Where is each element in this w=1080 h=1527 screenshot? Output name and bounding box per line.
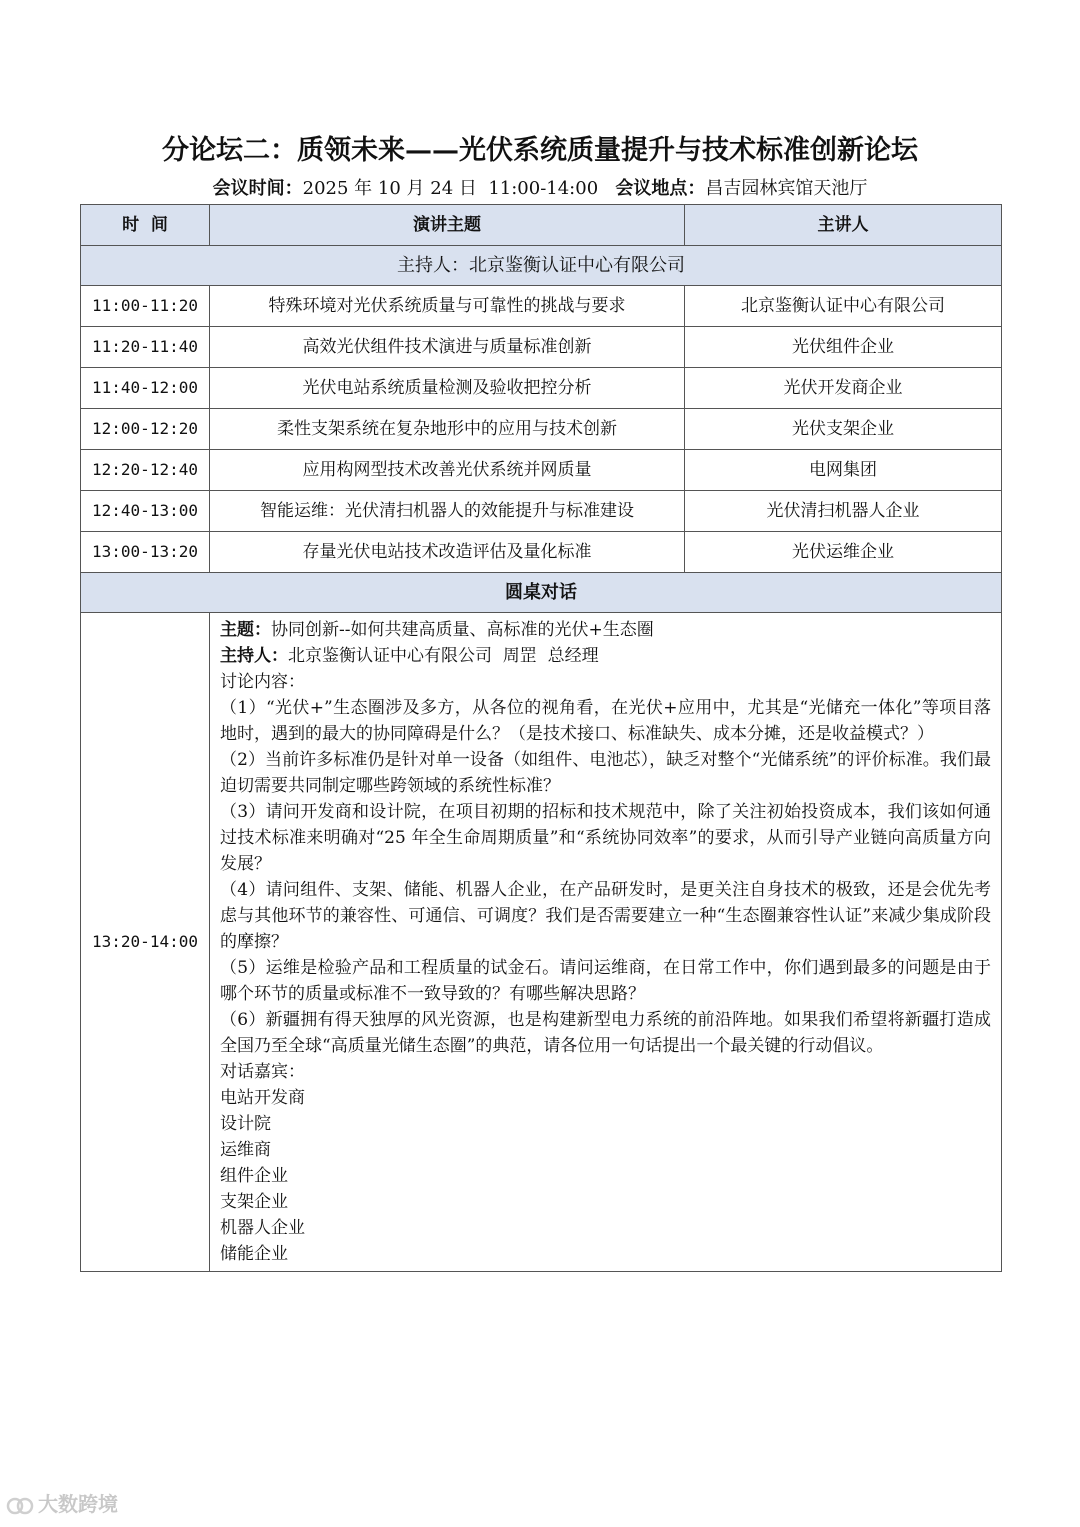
agenda-table bbox=[80, 204, 1002, 1272]
row-topic: 存量光伏电站技术改造评估及量化标准 bbox=[210, 532, 685, 573]
panel-theme bbox=[220, 617, 991, 643]
table-row bbox=[81, 327, 1002, 368]
panel-host-label: 主持人： bbox=[220, 646, 288, 666]
panel-theme-label: 主题： bbox=[220, 620, 271, 640]
row-topic: 柔性支架系统在复杂地形中的应用与技术创新 bbox=[210, 409, 685, 450]
panel-guest: 储能企业 bbox=[220, 1244, 288, 1264]
table-row bbox=[81, 532, 1002, 573]
header-topic: 演讲主题 bbox=[210, 205, 685, 246]
panel-guest: 支架企业 bbox=[220, 1192, 288, 1212]
watermark-logo-icon bbox=[6, 1495, 34, 1517]
panel-question: （5）运维是检验产品和工程质量的试金石。请问运维商，在日常工作中，你们遇到最多的问题是由于哪个环节的质量或标准不一致导致的？有哪些解决思路？ bbox=[220, 958, 991, 1004]
row-time: 11:20-11:40 bbox=[81, 327, 210, 368]
row-speaker: 光伏支架企业 bbox=[685, 409, 1002, 450]
page-title: 分论坛二：质领未来——光伏系统质量提升与技术标准创新论坛 bbox=[162, 135, 918, 166]
meeting-time-value: 2025 年 10 月 24 日 11:00-14:00 bbox=[302, 178, 599, 199]
panel-question: （6）新疆拥有得天独厚的风光资源，也是构建新型电力系统的前沿阵地。如果我们希望将新疆打造成全国乃至全球“高质量光储生态圈”的典范，请各位用一句话提出一个最关键的行动倡议。 bbox=[220, 1010, 991, 1056]
row-speaker: 光伏清扫机器人企业 bbox=[685, 491, 1002, 532]
row-time: 12:20-12:40 bbox=[81, 450, 210, 491]
row-time: 12:40-13:00 bbox=[81, 491, 210, 532]
panel-guest: 组件企业 bbox=[220, 1166, 288, 1186]
roundtable-band-row bbox=[81, 573, 1002, 613]
row-time: 12:00-12:20 bbox=[81, 409, 210, 450]
row-topic: 光伏电站系统质量检测及验收把控分析 bbox=[210, 368, 685, 409]
panel-host-value: 北京鉴衡认证中心有限公司 周罡 总经理 bbox=[288, 646, 599, 666]
row-topic: 应用构网型技术改善光伏系统并网质量 bbox=[210, 450, 685, 491]
panel-question: （1）“光伏+”生态圈涉及多方，从各位的视角看，在光伏+应用中，尤其是“光储充一体化”等项目落地时，遇到的最大的协同障碍是什么？（是技术接口、标准缺失、成本分摊，还是收益模式？） bbox=[220, 698, 991, 744]
panel-content bbox=[210, 613, 1002, 1272]
host-band-row bbox=[81, 246, 1002, 286]
panel-question: （3）请问开发商和设计院，在项目初期的招标和技术规范中，除了关注初始投资成本，我们该如何通过技术标准来明确对“25 年全生命周期质量”和“系统协同效率”的要求，从而引导产业链向高质量方向发展？ bbox=[220, 802, 991, 874]
meeting-time-label: 会议时间： bbox=[212, 178, 303, 199]
meeting-place-label: 会议地点： bbox=[615, 178, 706, 199]
row-topic: 智能运维：光伏清扫机器人的效能提升与标准建设 bbox=[210, 491, 685, 532]
meeting-info bbox=[0, 174, 1080, 200]
panel-guest: 设计院 bbox=[220, 1114, 271, 1134]
panel-time: 13:20-14:00 bbox=[81, 613, 210, 1272]
meeting-place-value: 昌吉园林宾馆天池厅 bbox=[705, 178, 868, 199]
panel-row bbox=[81, 613, 1002, 1272]
panel-guests-label: 对话嘉宾： bbox=[220, 1062, 305, 1082]
host-band: 主持人：北京鉴衡认证中心有限公司 bbox=[81, 246, 1002, 286]
row-topic: 特殊环境对光伏系统质量与可靠性的挑战与要求 bbox=[210, 286, 685, 327]
table-header-row bbox=[81, 205, 1002, 246]
panel-guest: 运维商 bbox=[220, 1140, 271, 1160]
panel-discussion-label: 讨论内容： bbox=[220, 672, 305, 692]
row-time: 11:40-12:00 bbox=[81, 368, 210, 409]
table-row bbox=[81, 491, 1002, 532]
row-speaker: 光伏开发商企业 bbox=[685, 368, 1002, 409]
header-speaker: 主讲人 bbox=[685, 205, 1002, 246]
table-row bbox=[81, 368, 1002, 409]
row-speaker: 北京鉴衡认证中心有限公司 bbox=[685, 286, 1002, 327]
row-time: 13:00-13:20 bbox=[81, 532, 210, 573]
panel-theme-value: 协同创新--如何共建高质量、高标准的光伏+生态圈 bbox=[271, 620, 654, 640]
row-speaker: 光伏运维企业 bbox=[685, 532, 1002, 573]
watermark bbox=[6, 1488, 118, 1517]
panel-guest: 机器人企业 bbox=[220, 1218, 305, 1238]
table-row bbox=[81, 409, 1002, 450]
header-time: 时 间 bbox=[81, 205, 210, 246]
panel-question: （4）请问组件、支架、储能、机器人企业，在产品研发时，是更关注自身技术的极致，还是会优先考虑与其他环节的兼容性、可通信、可调度？我们是否需要建立一种“生态圈兼容性认证”来减少集成阶段的摩擦？ bbox=[220, 880, 991, 952]
row-topic: 高效光伏组件技术演进与质量标准创新 bbox=[210, 327, 685, 368]
watermark-text: 大数跨境 bbox=[38, 1492, 118, 1516]
table-row bbox=[81, 450, 1002, 491]
row-time: 11:00-11:20 bbox=[81, 286, 210, 327]
roundtable-band: 圆桌对话 bbox=[81, 573, 1002, 613]
panel-guest: 电站开发商 bbox=[220, 1088, 305, 1108]
table-row bbox=[81, 286, 1002, 327]
row-speaker: 电网集团 bbox=[685, 450, 1002, 491]
row-speaker: 光伏组件企业 bbox=[685, 327, 1002, 368]
panel-question: （2）当前许多标准仍是针对单一设备（如组件、电池芯），缺乏对整个“光储系统”的评价标准。我们最迫切需要共同制定哪些跨领域的系统性标准？ bbox=[220, 750, 991, 796]
panel-host bbox=[220, 643, 991, 669]
